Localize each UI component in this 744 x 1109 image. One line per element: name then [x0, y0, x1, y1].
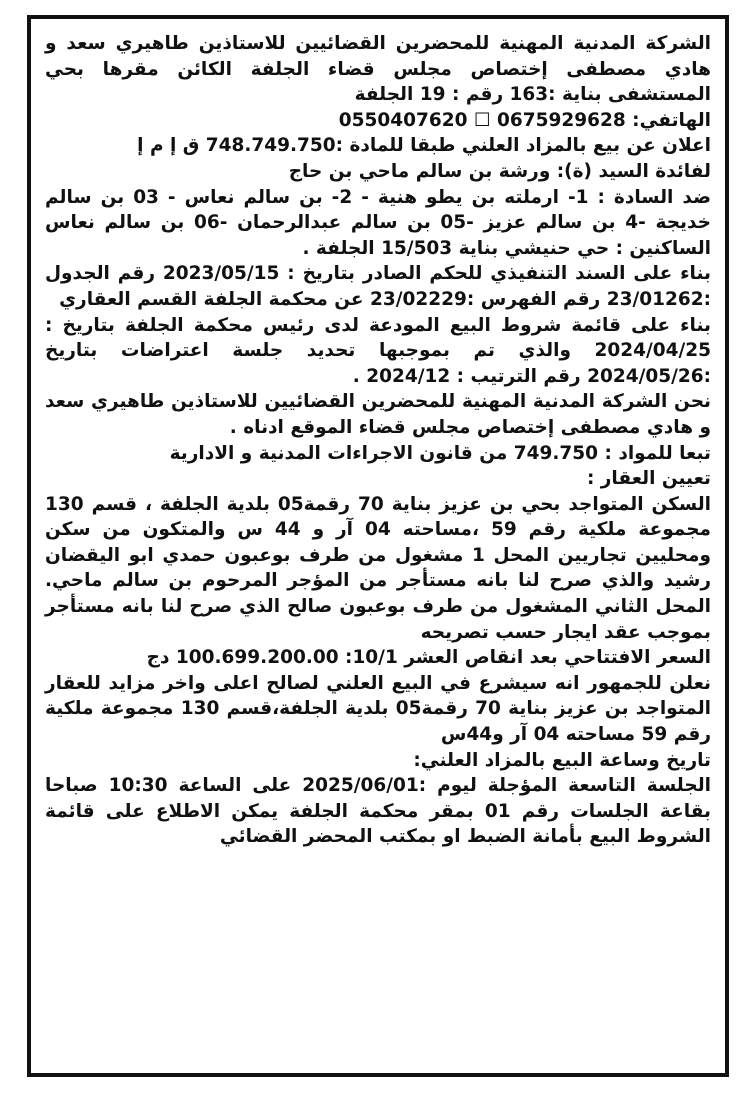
auction-notice-text [45, 31, 711, 850]
sale-conditions: بناء على قائمة شروط البيع المودعة لدى رئيس محكمة الجلفة بتاريخ : 2024/04/25 والذي تم بموجبها تحديد جلسة اعتراضات بتاريخ :2024/05/26 رقم الترتيب : 2024/12 . [45, 314, 711, 387]
sale-session-details: الجلسة التاسعة المؤجلة ليوم :2025/06/01 على الساعة 10:30 صباحا بقاعة الجلسات رقم 01 بمقر محكمة الجلفة يمكن الاطلاع على قائمة الشروط البيع بأمانة الضبط او بمكتب المحضر القضائي [45, 775, 711, 848]
executive-title: بناء على السند التنفيذي للحكم الصادر بتاريخ : 2023/05/15 رقم الجدول :23/01262 رقم الفهرس :23/02229 عن محكمة الجلفة القسم العقاري [45, 263, 712, 310]
bailiff-firm-header: الشركة المدنية المهنية للمحضرين القضائيين للاستاذين طاهيري سعد و هادي مصطفى إختصاص مجلس قضاء الجلفة الكائن مقرها بحي المستشفى بناية :163 رقم : 19 الجلفة [45, 33, 711, 106]
public-announcement: نعلن للجمهور انه سيشرع في البيع العلني لصالح اعلى واخر مزايد للعقار المتواجد بن عزيز بناية 70 رقمة05 بلدية الجلفة،قسم 130 مجموعة ملكية رقم 59 مساحته 04 آر و44س [45, 672, 711, 746]
phone-numbers: الهاتفي: 0675929628 ☐ 0550407620 [338, 109, 711, 131]
defendants: ضد السادة : 1- ارملته بن يطو هنية - 2- بن سالم نعاس - 03 بن سالم خديجة -4 بن سالم عزيز -05 بن سالم عبدالرحمان -06 بن سالم نعاس الساكنين : حي حنيشي بناية 15/503 الجلفة . [45, 186, 712, 259]
property-description: السكن المتواجد بحي بن عزيز بناية 70 رقمة05 بلدية الجلفة ، قسم 130 مجموعة ملكية رقم 59 ،مساحته 04 آر و 44 س والمتكون من سكن ومحليين تجاريين المحل 1 مشغول من طرف بوعبون حمدي ابو اليقضان رشيد والذي صرح لنا بانه مستأجر من المؤجر المرحوم بن سالم ماحي. المحل الثاني المشغول من طرف بوعبون صالح الذي صرح لنا بانه مستأجر بموجب عقد ايجار حسب تصريحه [45, 493, 712, 643]
beneficiary: لفائدة السيد (ة): ورشة بن سالم ماحي بن حاج [288, 160, 711, 182]
opening-price: السعر الافتتاحي بعد انقاص العشر 10/1: 100.699.200.00 دج [146, 647, 711, 669]
notice-title: اعلان عن بيع بالمزاد العلني طبقا للمادة :748.749.750 ق إ م إ [137, 135, 711, 157]
sale-date-heading: تاريخ وساعة البيع بالمزاد العلني: [413, 749, 711, 771]
notice-frame [27, 15, 729, 1077]
legal-articles: تبعا للمواد : 749.750 من قانون الاجراءات المدنية و الادارية [169, 442, 711, 464]
property-heading: تعيين العقار : [586, 468, 711, 490]
firm-statement: نحن الشركة المدنية المهنية للمحضرين القضائيين للاستاذين طاهيري سعد و هادي مصطفى إختصاص مجلس قضاء الموقع ادناه . [45, 391, 711, 438]
